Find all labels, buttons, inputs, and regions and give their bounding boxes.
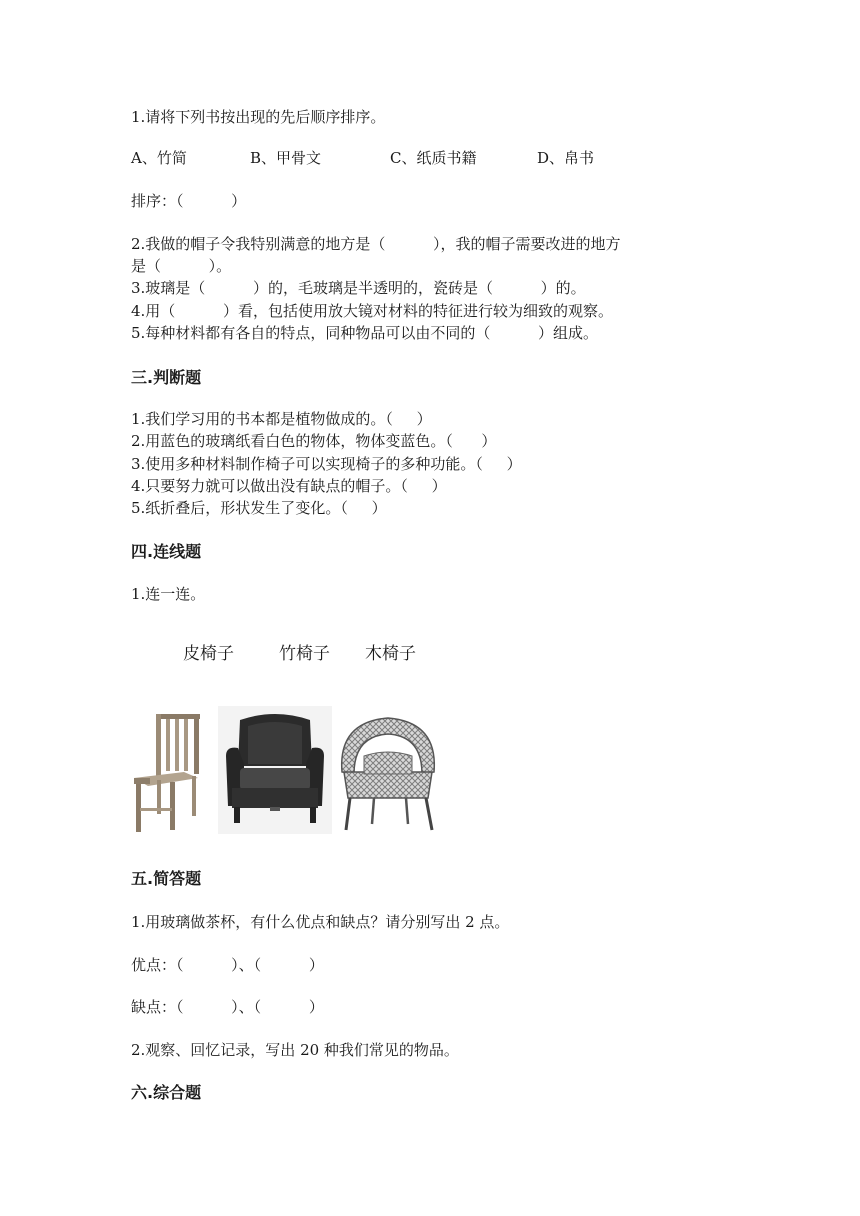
label-bamboo-chair: 竹椅子 (279, 644, 330, 664)
matching-instruction: 1.连一连。 (131, 585, 206, 603)
question-hat-2: 是（ ）。 (131, 257, 232, 275)
label-wooden-chair: 木椅子 (365, 644, 416, 664)
section-heading-comprehensive: 六.综合题 (131, 1083, 202, 1102)
judgement-item: 2.用蓝色的玻璃纸看白色的物体，物体变蓝色。（ ） (131, 432, 497, 450)
option-b: B、甲骨文 (250, 149, 322, 167)
wicker-chair-image (334, 712, 442, 836)
pros-answer-line: 优点：（ ）、（ ） (131, 956, 324, 974)
question-order-books: 1.请将下列书按出现的先后顺序排序。 (131, 108, 386, 126)
question-magnifier: 4.用（ ）看，包括使用放大镜对材料的特征进行较为细致的观察。 (131, 302, 613, 320)
order-answer-line: 排序：（ ） (131, 192, 247, 210)
judgement-item: 5.纸折叠后，形状发生了变化。（ ） (131, 499, 387, 517)
option-c: C、纸质书籍 (390, 149, 477, 167)
question-materials: 5.每种材料都有各自的特点，同种物品可以由不同的（ ）组成。 (131, 324, 598, 342)
section-heading-short-answer: 五.简答题 (131, 869, 202, 888)
option-d: D、帛书 (537, 149, 595, 167)
question-glass-cup: 1.用玻璃做茶杯，有什么优点和缺点？请分别写出 2 点。 (131, 913, 510, 931)
question-hat-1: 2.我做的帽子令我特别满意的地方是（ ），我的帽子需要改进的地方 (131, 235, 621, 253)
cons-answer-line: 缺点：（ ）、（ ） (131, 998, 324, 1016)
section-heading-matching: 四.连线题 (131, 542, 202, 561)
question-common-items: 2.观察、回忆记录，写出 20 种我们常见的物品。 (131, 1041, 459, 1059)
section-heading-judgement: 三.判断题 (131, 368, 202, 387)
label-leather-chair: 皮椅子 (183, 644, 234, 664)
question-glass: 3.玻璃是（ ）的，毛玻璃是半透明的，瓷砖是（ ）的。 (131, 279, 586, 297)
option-a: A、竹简 (131, 149, 187, 167)
judgement-item: 3.使用多种材料制作椅子可以实现椅子的多种功能。（ ） (131, 455, 522, 473)
judgement-item: 4.只要努力就可以做出没有缺点的帽子。（ ） (131, 477, 447, 495)
wooden-chair-image (128, 708, 202, 836)
judgement-item: 1.我们学习用的书本都是植物做成的。（ ） (131, 410, 432, 428)
leather-armchair-image (218, 706, 332, 834)
